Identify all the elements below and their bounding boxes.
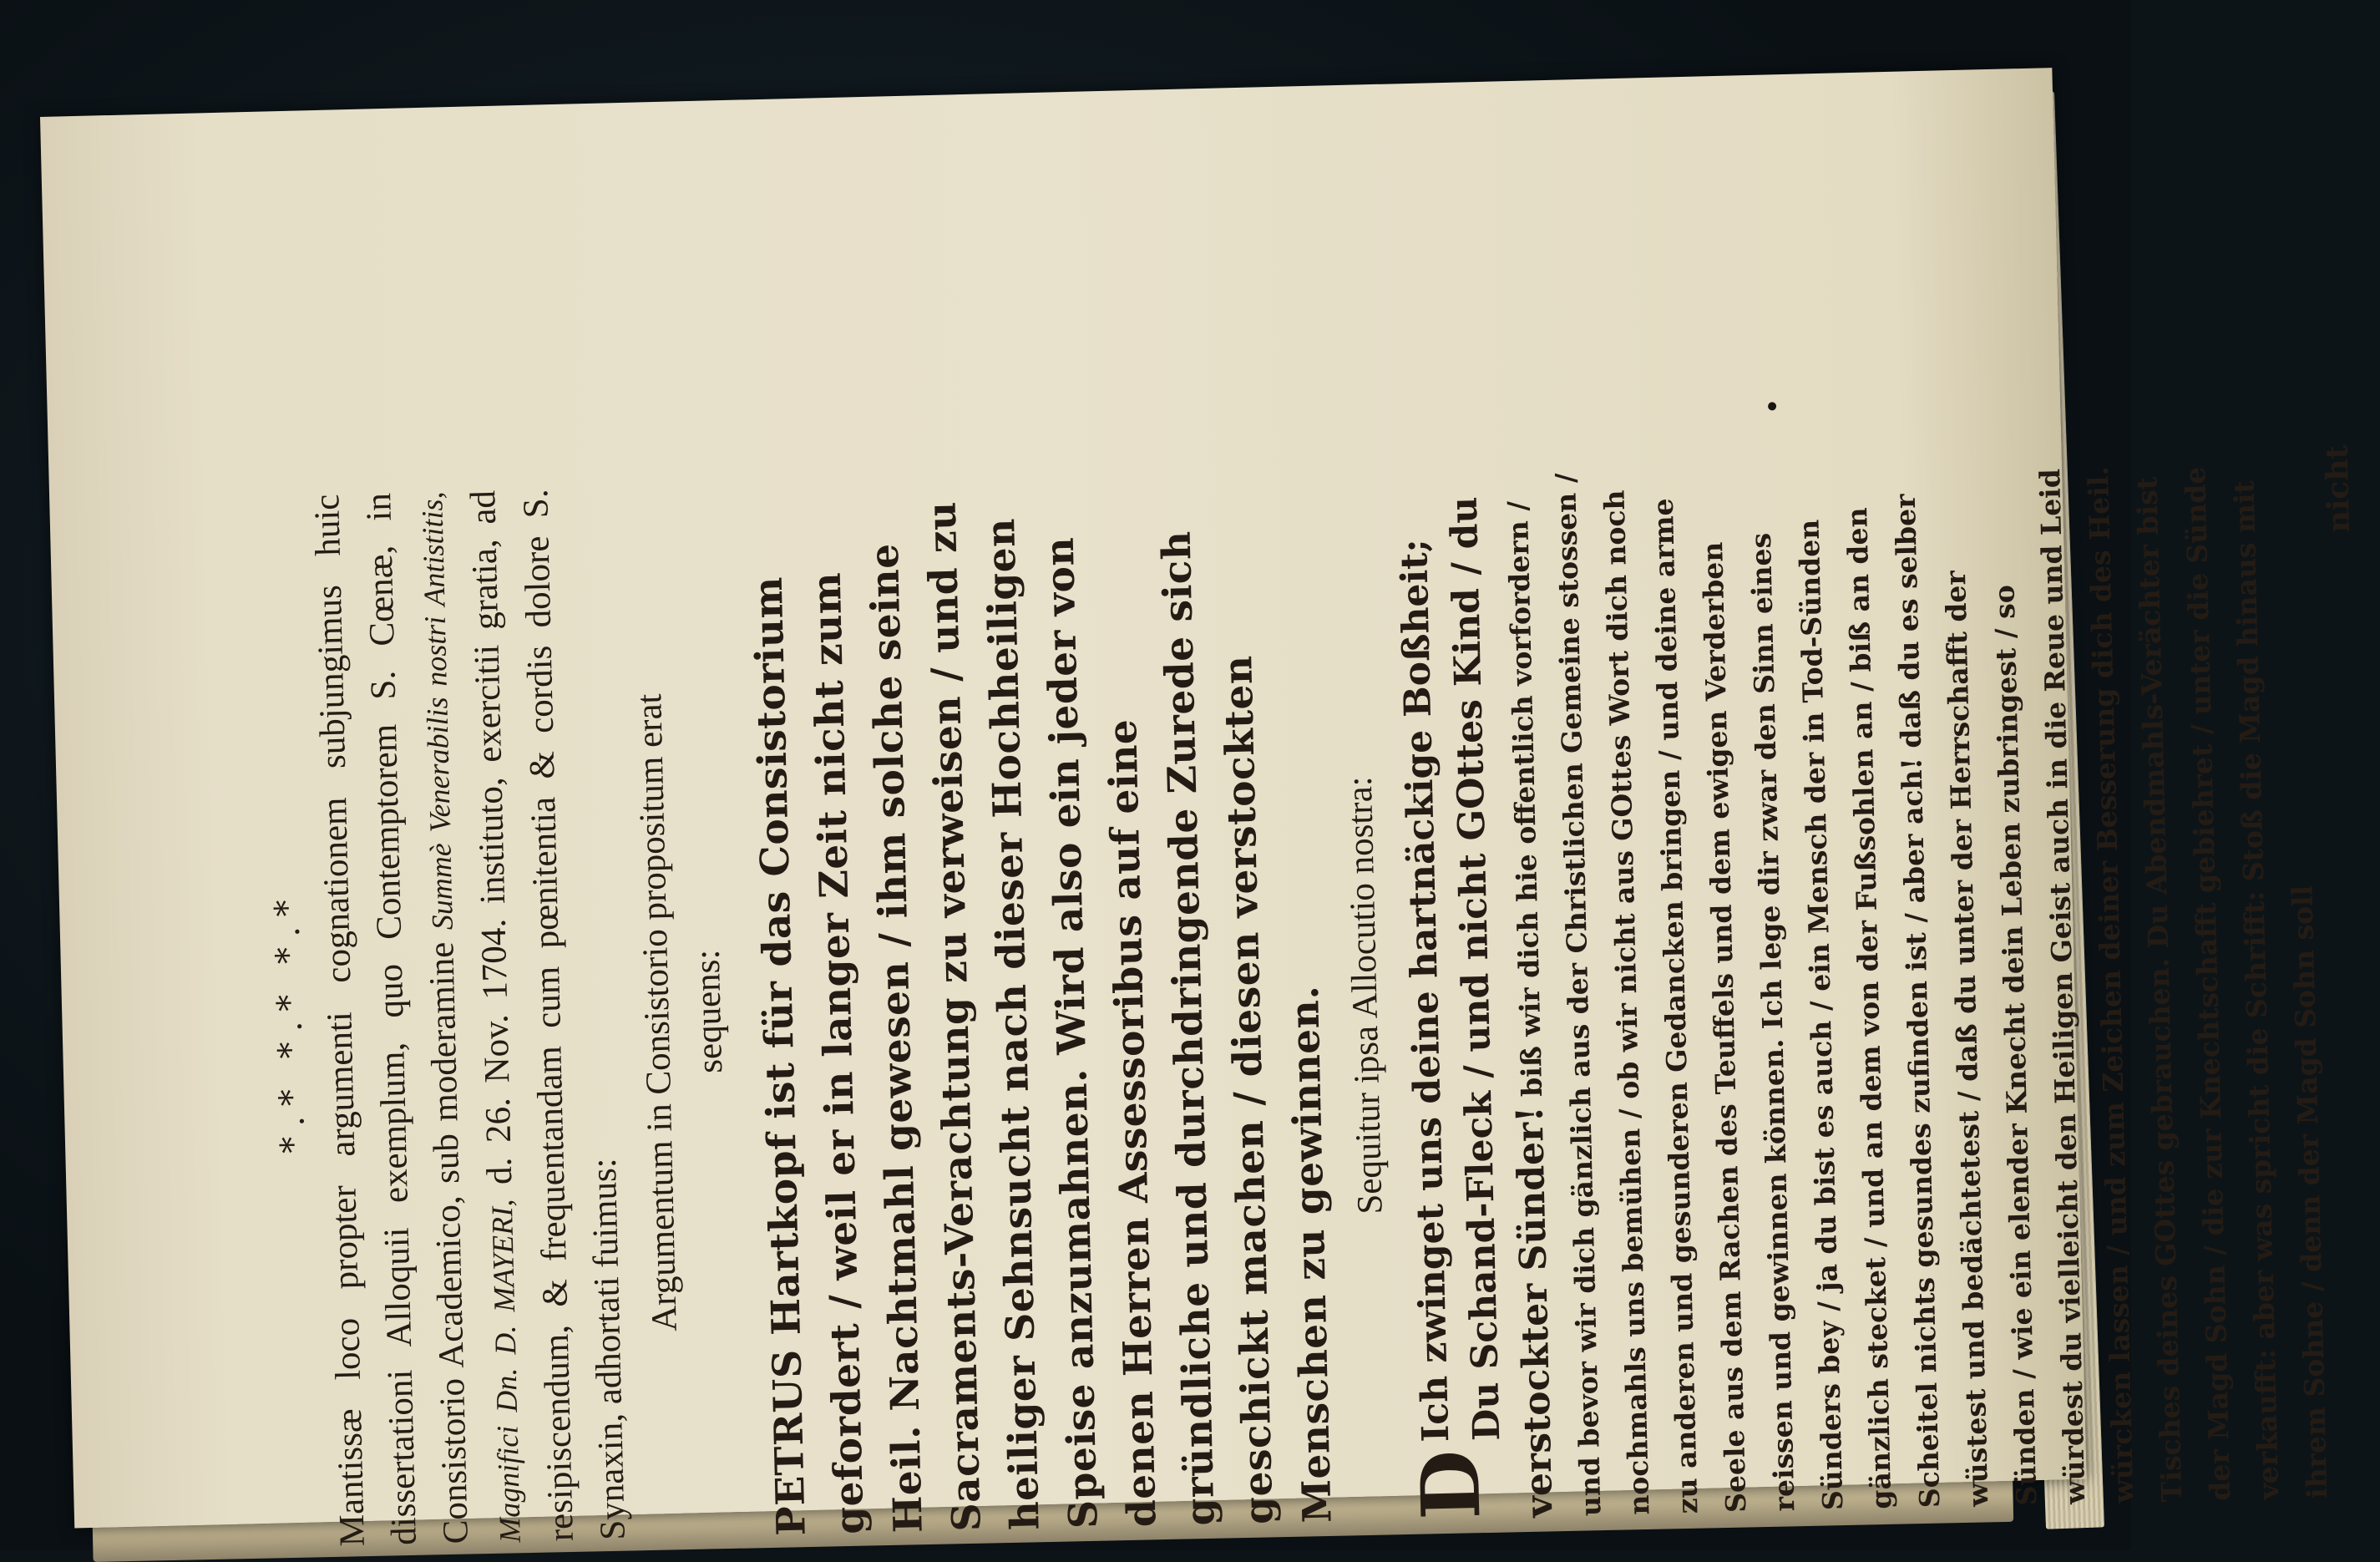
allocutio-text: biß wir dich hie offentlich vorfordern / und bevor wir dich gänzlich aus der Christlichen Gemeine stossen / nochmahls uns bemühen / ob wir nicht aus GOttes Wort dich noch zu anderen und gesunderen Gedancken bringen / und deine arme Seele aus dem Rachen des Teuffels und dem ewigen Verderben reissen und gewinnen können. Ich lege dir zwar den Sinn eines Sünders bey / ja du bist es auch / ein Mensch der in Tod-Sünden gänzlich stecket / und an dem von der Fußsohlen an / biß an den Scheitel nichts gesundes zufinden ist / aber ach! daß du es selber wüstest und bedächtetest / daß du unter der Herrschafft der Sünden / wie ein elender Knecht dein Leben zubringest / so würdest du vielleicht den Heiligen Geist auch in die Reue und Leid würcken lassen / und zum Zeichen deiner Besserung dich des Heil. Tisches deines GOttes gebrauchen. Du Abendmahls-Verächter bist der Magd Sohn / die zur Knechtschafft gebiehret / unter die Sünde verkaufft: aber was spricht die Schrifft: Stoß die Magd hinaus mit ihrem Sohne / denn der Magd Sohn soll <box>1501 465 2334 1517</box>
allocutio-heading: Sequitur ipsa Allocutio nostra: <box>1339 775 1390 1215</box>
page-text-block <box>258 444 2380 1548</box>
book-page <box>40 68 2357 1547</box>
latin-paragraph-part1: Mantissæ loco propter argumenti cognationem subjungimus huic dissertationi Alloquii exemplum, quo Contemptorem S. Cœnæ, in Consistorio Academico, sub moderamine <box>307 492 476 1547</box>
argument-heading: Argumentum in Consistorio propositum erat <box>630 693 685 1332</box>
latin-paragraph-part2: d. 26. Nov. 1704. instituto, exercitii gratia, ad resipiscendum, & frequentandam cum pœnitentia & cordis dolore S. Synaxin, adhortati fuimus: <box>463 489 633 1542</box>
asterism-ornament: *.* *.* *.* <box>267 889 313 1154</box>
allocutio-lead: Ich zwinget uns deine hartnäckige Boßheit; Du Schand-Fleck / und nicht GOttes Kind / du verstockter Sünder! <box>1392 496 1562 1519</box>
argument-heading-continued: sequens: <box>687 949 731 1074</box>
allocutio-paragraph <box>1389 446 2342 1521</box>
latin-paragraph-italic: Summè Venerabilis nostri Antistitis, Magnifici Dn. D. MAYERI, <box>415 491 527 1544</box>
catchword: nicht <box>2319 444 2357 533</box>
latin-paragraph <box>301 487 640 1547</box>
argument-text: PETRUS Hartkopf ist für das Consistorium gefordert / weil er in langer Zeit nicht zum Heil. Nachtmahl gewesen / ihm solche seine Sacraments-Verachtung zu verweisen / und zu heiliger Sehnsucht nach dieser Hochheiligen Speise anzumahnen. Wird also ein jeder von denen Herren Assessoribus auf eine gründliche und durchdringende Zurede sich geschickt machen / diesen verstockten Menschen zu gewinnen. <box>745 500 1341 1537</box>
ink-speck <box>1768 402 1776 410</box>
decorated-initial: D <box>1402 1448 1499 1521</box>
